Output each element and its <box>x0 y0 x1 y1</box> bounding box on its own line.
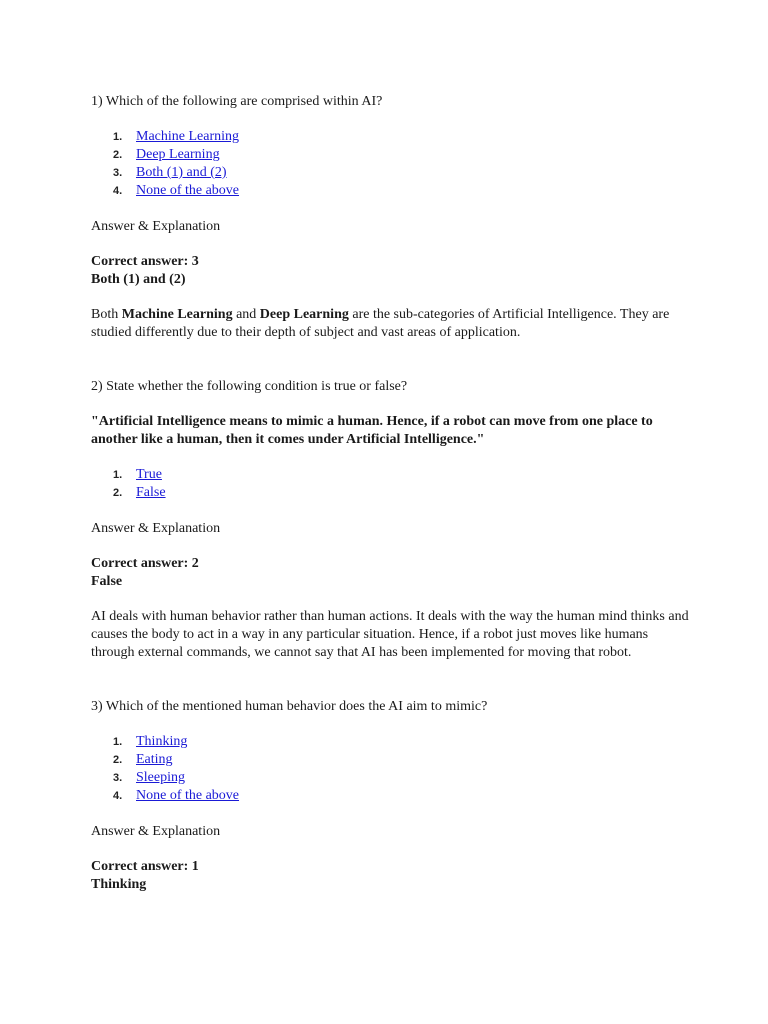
question-1-options <box>91 128 691 200</box>
question-2 <box>91 378 691 662</box>
answer-explanation-label: Answer & Explanation <box>91 521 221 536</box>
explanation-text: AI deals with human behavior rather than human actions. It deals with the way the human mind thinks and causes the body to act in a way in any particular situation. Hence, if a robot just moves like humans through external commands, we cannot say that AI has been implemented for moving that robot. <box>91 609 689 660</box>
option-item <box>91 484 691 502</box>
option-link-true[interactable]: True <box>136 467 162 482</box>
question-3-text: 3) Which of the mentioned human behavior does the AI aim to mimic? <box>91 699 488 714</box>
correct-answer <box>91 253 691 289</box>
answer-explanation-label: Answer & Explanation <box>91 824 221 839</box>
option-link-thinking[interactable]: Thinking <box>136 734 188 749</box>
explanation-term-ml: Machine Learning <box>121 307 233 322</box>
question-3-options <box>91 733 691 805</box>
option-link-none[interactable]: None of the above <box>136 788 240 803</box>
correct-answer-label: Correct answer: 3 <box>91 254 199 269</box>
question-2-options <box>91 466 691 502</box>
option-item <box>91 182 691 200</box>
correct-answer-text: Both (1) and (2) <box>91 272 186 287</box>
option-item <box>91 146 691 164</box>
correct-answer <box>91 858 691 894</box>
option-link-both[interactable]: Both (1) and (2) <box>136 165 227 180</box>
option-number: 3. <box>113 167 123 179</box>
correct-answer-text: Thinking <box>91 877 147 892</box>
question-2-statement: "Artificial Intelligence means to mimic a human. Hence, if a robot can move from one place to another like a human, then it comes under Artificial Intelligence." <box>91 414 653 447</box>
option-item <box>91 466 691 484</box>
explanation-text <box>91 306 691 342</box>
explanation-mid: and <box>232 307 260 322</box>
question-1-text: 1) Which of the following are comprised within AI? <box>91 94 383 109</box>
answer-explanation-label: Answer & Explanation <box>91 219 221 234</box>
explanation-post: are the sub-categories of Artificial Intelligence. They are studied differently due to their depth of subject and vast areas of application. <box>91 307 670 340</box>
option-number: 2. <box>113 487 123 499</box>
option-number: 1. <box>113 736 123 748</box>
option-item <box>91 751 691 769</box>
option-number: 4. <box>113 790 123 802</box>
option-link-false[interactable]: False <box>136 485 166 500</box>
option-item <box>91 769 691 787</box>
correct-answer-text: False <box>91 574 123 589</box>
question-1 <box>91 93 691 342</box>
option-link-eating[interactable]: Eating <box>136 752 173 767</box>
question-3 <box>91 698 691 894</box>
option-link-none[interactable]: None of the above <box>136 183 240 198</box>
option-link-machine-learning[interactable]: Machine Learning <box>136 129 240 144</box>
option-number: 4. <box>113 185 123 197</box>
question-2-text: 2) State whether the following condition is true or false? <box>91 379 408 394</box>
option-link-sleeping[interactable]: Sleeping <box>136 770 185 785</box>
option-link-deep-learning[interactable]: Deep Learning <box>136 147 220 162</box>
correct-answer <box>91 555 691 591</box>
option-item <box>91 787 691 805</box>
correct-answer-label: Correct answer: 2 <box>91 556 199 571</box>
option-number: 2. <box>113 149 123 161</box>
correct-answer-label: Correct answer: 1 <box>91 859 199 874</box>
option-number: 1. <box>113 131 123 143</box>
option-number: 1. <box>113 469 123 481</box>
option-number: 2. <box>113 754 123 766</box>
explanation-pre: Both <box>91 307 122 322</box>
option-item <box>91 164 691 182</box>
quiz-document <box>91 93 691 911</box>
option-item <box>91 128 691 146</box>
explanation-term-dl: Deep Learning <box>259 307 349 322</box>
option-number: 3. <box>113 772 123 784</box>
option-item <box>91 733 691 751</box>
